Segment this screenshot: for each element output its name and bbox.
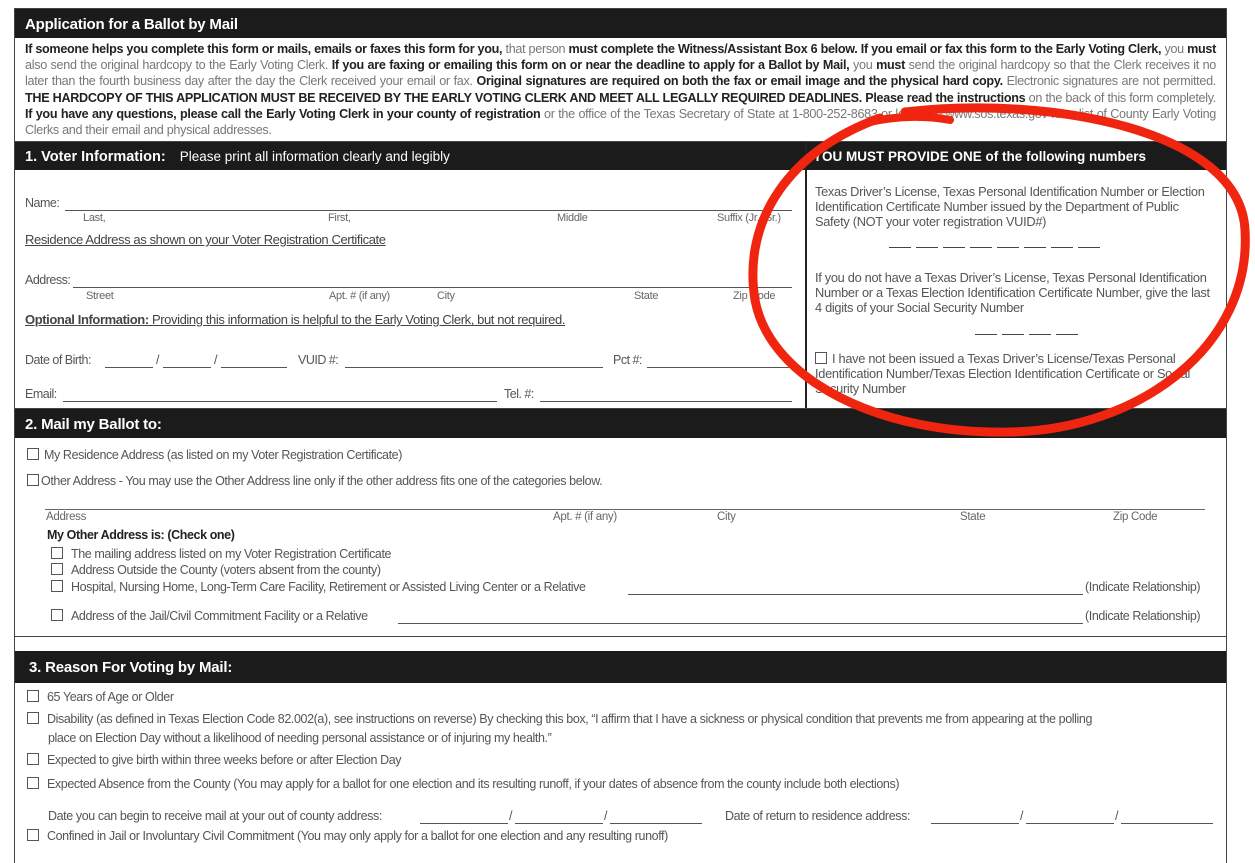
dob-day-input[interactable] <box>163 353 211 368</box>
slash: / <box>1020 809 1024 824</box>
id-box-header: YOU MUST PROVIDE ONE of the following numbers <box>807 142 1226 170</box>
residence-address-input-line[interactable] <box>73 273 792 288</box>
return-year-input[interactable] <box>1121 809 1213 824</box>
dob-slash-1: / <box>156 353 159 368</box>
other-sublabel-city: City <box>717 511 736 524</box>
section1-title: 1. Voter Information: <box>25 149 166 166</box>
other-option-mailing[interactable] <box>51 547 391 561</box>
hospital-option-text: Hospital, Nursing Home, Long-Term Care Facility, Retirement or Assisted Living Center or a Relative <box>71 580 586 595</box>
intro-segment: or the office of the Texas Secretary of State at 1-800-252-8683 or log on to www.sos.texas.gov for a list of County Early Voting Clerks and their email and physical addresses. <box>25 106 1216 138</box>
digit-blank[interactable] <box>943 246 965 248</box>
begin-mail-year-input[interactable] <box>610 809 702 824</box>
other-option-text: Other Address - You may use the Other Address line only if the other address fits one of the categories below. <box>41 474 603 489</box>
hospital-checkbox[interactable] <box>51 580 63 592</box>
other-address-input-line[interactable] <box>45 509 1205 510</box>
section-voter-information <box>15 142 1226 408</box>
residence-option-text: My Residence Address (as listed on my Voter Registration Certificate) <box>44 448 402 463</box>
absence-checkbox[interactable] <box>27 777 39 789</box>
section-reason-voting-by-mail <box>15 683 1226 863</box>
intro-segment: must <box>876 58 905 73</box>
hospital-relationship-label: (Indicate Relationship) <box>1085 580 1201 595</box>
digit-blank[interactable] <box>975 333 997 335</box>
section1-header <box>15 142 805 170</box>
section2-header: 2. Mail my Ballot to: <box>15 408 1226 438</box>
age-checkbox[interactable] <box>27 690 39 702</box>
absence-option-text: Expected Absence from the County (You may apply for a ballot for one election and its resulting runoff, if your dates of absence from the county include both elections) <box>47 777 900 792</box>
hospital-relationship-input[interactable] <box>628 580 1083 595</box>
id-number-panel <box>807 142 1226 408</box>
reason-birth-option[interactable] <box>27 753 401 767</box>
digit-blank[interactable] <box>1029 333 1051 335</box>
outside-county-checkbox[interactable] <box>51 563 63 575</box>
optional-info-bold: Optional Information: <box>25 312 149 328</box>
other-option-outside-county[interactable] <box>51 563 381 577</box>
digit-blank[interactable] <box>1056 333 1078 335</box>
digit-blank[interactable] <box>970 246 992 248</box>
other-address-checkbox[interactable] <box>27 474 39 486</box>
mailing-option-text: The mailing address listed on my Voter Registration Certificate <box>71 547 392 562</box>
address-sublabel-state: State <box>634 290 659 303</box>
return-month-input[interactable] <box>931 809 1019 824</box>
intro-segment: also send the original hardcopy to the Early Voting Clerk. <box>25 58 332 73</box>
intro-segment: THE HARDCOPY OF THIS APPLICATION MUST BE RECEIVED BY THE EARLY VOTING CLERK AND MEET ALL LEGALLY REQUIRED DEADLINES. Please read the instructions <box>25 90 1026 105</box>
begin-mail-day-input[interactable] <box>515 809 603 824</box>
digit-blank[interactable] <box>997 246 1019 248</box>
address-label: Address: <box>25 273 71 288</box>
other-sublabel-address: Address <box>46 511 87 524</box>
ssn-last4-input[interactable] <box>975 333 1078 335</box>
email-label: Email: <box>25 387 57 402</box>
intro-segment: If someone helps you complete this form or mails, emails or faxes this form for you, <box>25 42 503 56</box>
intro-segment: If you are faxing or emailing this form on or near the deadline to apply for a Ballot by Mail, <box>331 58 850 73</box>
digit-blank[interactable] <box>1002 333 1024 335</box>
intro-segment: send the original hardcopy so that the Clerk receives it no later than the fourth business day after the day the Clerk received your email or fax. <box>25 58 1216 89</box>
optional-info-text: Providing this information is helpful to the Early Voting Clerk, but not required. <box>148 312 566 328</box>
mailing-checkbox[interactable] <box>51 547 63 559</box>
outside-county-option-text: Address Outside the County (voters absent from the county) <box>71 563 381 578</box>
voter-info-fields <box>15 170 805 408</box>
mail-to-other-option[interactable] <box>27 474 602 488</box>
jail-reason-checkbox[interactable] <box>27 829 39 841</box>
begin-mail-date-label: Date you can begin to receive mail at your out of county address: <box>48 809 382 824</box>
disability-option-text-cont: place on Election Day without a likelihood of needing personal assistance or of injuring my health.” <box>48 731 552 746</box>
slash: / <box>509 809 513 824</box>
no-id-checkbox[interactable] <box>815 352 827 364</box>
mail-to-residence-option[interactable] <box>27 448 402 462</box>
jail-relationship-label: (Indicate Relationship) <box>1085 609 1201 624</box>
voter-info-panel <box>15 142 807 408</box>
name-sublabel-first: First, <box>328 212 351 225</box>
pct-input[interactable] <box>647 353 792 368</box>
address-sublabel-street: Street <box>86 290 114 303</box>
disability-option-text: Disability (as defined in Texas Election Code 82.002(a), see instructions on reverse) By checking this box, “I affirm that I have a sickness or physical condition that prevents me from appearing at the polling <box>47 712 1092 727</box>
jail-relationship-input[interactable] <box>398 609 1083 624</box>
digit-blank[interactable] <box>1078 246 1100 248</box>
reason-age-option[interactable] <box>27 690 174 704</box>
jail-reason-option-text: Confined in Jail or Involuntary Civil Commitment (You may only apply for a ballot for one election and any resulting runoff) <box>47 829 668 844</box>
intro-segment: that person <box>502 42 569 56</box>
name-input-line[interactable] <box>65 196 792 211</box>
other-option-hospital[interactable] <box>51 580 586 594</box>
intro-segment: Electronic signatures are not permitted. <box>1002 74 1216 89</box>
intro-segment: you <box>849 58 877 73</box>
jail-checkbox[interactable] <box>51 609 63 621</box>
intro-segment: If you have any questions, please call the Early Voting Clerk in your county of registration <box>25 106 541 121</box>
slash: / <box>1115 809 1119 824</box>
ballot-application-form <box>14 8 1227 863</box>
name-sublabel-suffix: Suffix (Jr., Sr.) <box>717 212 781 225</box>
other-sublabel-apt: Apt. # (if any) <box>553 511 617 524</box>
birth-checkbox[interactable] <box>27 753 39 765</box>
address-sublabel-apt: Apt. # (if any) <box>329 290 390 303</box>
optional-info-heading <box>25 312 565 327</box>
intro-segment: you <box>1161 42 1188 56</box>
tel-label: Tel. #: <box>504 387 534 402</box>
other-sublabel-zip: Zip Code <box>1113 511 1158 524</box>
disability-checkbox[interactable] <box>27 712 39 724</box>
ssn-instructions: If you do not have a Texas Driver’s License, Texas Personal Identification Number or a Texas Election Identification Certificate Number, give the last 4 digits of your Social Security Number <box>815 270 1210 316</box>
dob-slash-2: / <box>214 353 217 368</box>
dob-month-input[interactable] <box>105 353 153 368</box>
other-sublabel-state: State <box>960 511 986 524</box>
other-option-jail[interactable] <box>51 609 368 623</box>
no-id-text: I have not been issued a Texas Driver’s License/Texas Personal Identification Number/Texas Election Identification Certificate or Social Security Number <box>815 351 1190 397</box>
form-title: Application for a Ballot by Mail <box>15 9 1226 38</box>
slash: / <box>604 809 608 824</box>
reason-absence-option[interactable] <box>27 777 899 791</box>
intro-segment: Original signatures are required on both the fax or email image and the physical hard copy. <box>476 74 1003 89</box>
reason-jail-option[interactable] <box>27 829 668 843</box>
address-sublabel-city: City <box>437 290 455 303</box>
section1-subtitle: Please print all information clearly and legibly <box>179 149 450 165</box>
email-input[interactable] <box>63 387 497 402</box>
digit-blank[interactable] <box>1024 246 1046 248</box>
no-id-option[interactable] <box>807 351 1223 396</box>
address-sublabel-zip: Zip Code <box>733 290 776 303</box>
id-box-body <box>807 170 1226 408</box>
dob-year-input[interactable] <box>221 353 287 368</box>
age-option-text: 65 Years of Age or Older <box>47 690 174 705</box>
intro-segment: must <box>1187 42 1216 56</box>
other-address-heading: My Other Address is: (Check one) <box>47 528 235 543</box>
name-label: Name: <box>25 196 60 211</box>
name-sublabel-last: Last, <box>83 212 106 225</box>
residence-address-heading: Residence Address as shown on your Voter Registration Certificate <box>25 232 386 248</box>
intro-segment: must complete the Witness/Assistant Box 6 below. If you email or fax this form to the Early Voting Clerk, <box>568 42 1162 56</box>
digit-blank[interactable] <box>1051 246 1073 248</box>
return-date-label: Date of return to residence address: <box>725 809 911 824</box>
dob-label: Date of Birth: <box>25 353 91 368</box>
jail-option-text: Address of the Jail/Civil Commitment Facility or a Relative <box>71 609 368 624</box>
pct-label: Pct #: <box>613 353 642 368</box>
vuid-input[interactable] <box>345 353 603 368</box>
section3-header: 3. Reason For Voting by Mail: <box>15 651 1226 683</box>
digit-blank[interactable] <box>889 246 911 248</box>
vuid-label: VUID #: <box>298 353 339 368</box>
dl-instructions: Texas Driver’s License, Texas Personal Identification Number or Election Identification Certificate Number issued by the Department of Public Safety (NOT your voter registration VUID#) <box>815 184 1205 230</box>
dl-number-input[interactable] <box>889 246 1100 248</box>
return-day-input[interactable] <box>1026 809 1114 824</box>
intro-instructions <box>15 38 1226 142</box>
tel-input[interactable] <box>540 387 792 402</box>
intro-segment: on the back of this form completely. <box>1025 90 1217 105</box>
residence-checkbox[interactable] <box>27 448 39 460</box>
birth-option-text: Expected to give birth within three weeks before or after Election Day <box>47 753 402 768</box>
digit-blank[interactable] <box>916 246 938 248</box>
name-sublabel-middle: Middle <box>557 212 588 225</box>
begin-mail-month-input[interactable] <box>420 809 508 824</box>
reason-disability-option[interactable] <box>27 712 1092 726</box>
section-mail-ballot-to <box>15 438 1226 636</box>
